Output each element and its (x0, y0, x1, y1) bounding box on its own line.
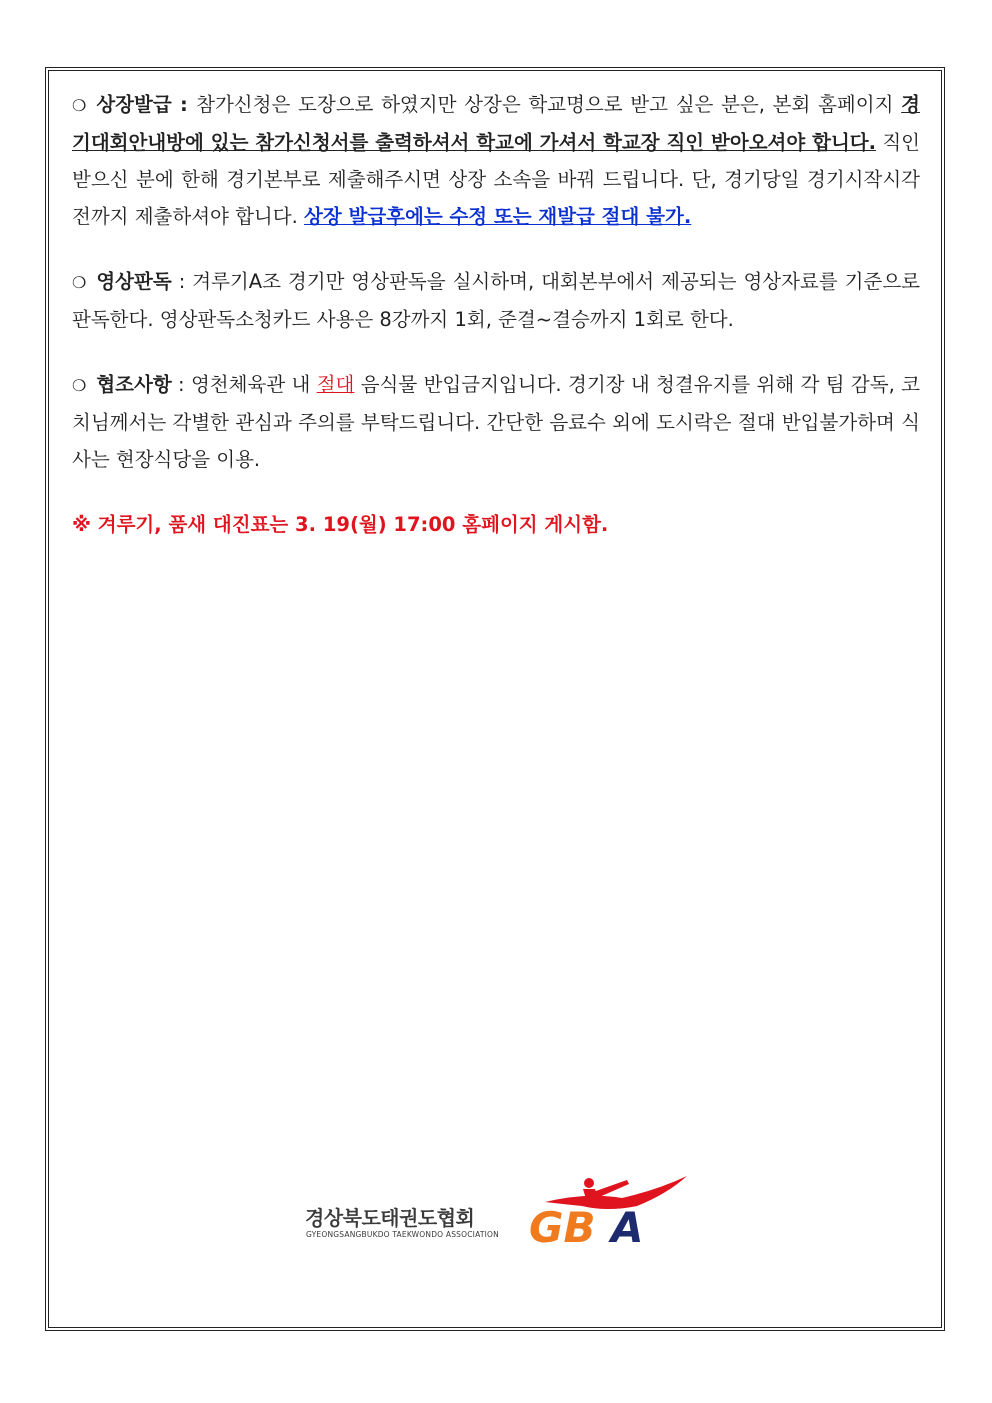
section-text: 직인 받으신 분에 한해 경기본부로 제출해주시면 상장 소속을 바꿔 드립니다. 단, 경기당일 경기시작시각 전까지 제출하셔야 합니다. (72, 131, 921, 228)
section-text: 음식물 반입금지입니다. 경기장 내 청결유지를 위해 각 팀 감독, 코치님께서는 각별한 관심과 주의를 부탁드립니다. 간단한 음료수 외에 도시락은 절대 반입불가하며 식사는 현장식당을 이용. (72, 373, 920, 471)
section-separator: : (171, 270, 193, 293)
section-separator: : (171, 373, 191, 396)
section-title: 협조사항 (96, 373, 172, 396)
section-text: 겨루기A조 경기만 영상판독을 실시하며, 대회본부에서 제공되는 영상자료를 기준으로 판독한다. 영상판독소청카드 사용은 8강까지 1회, 준결~결승까지 1회로 한다. (72, 270, 920, 331)
bracket-notice: ※ 겨루기, 품새 대진표는 3. 19(월) 17:00 홈페이지 게시함. (72, 513, 609, 536)
logo-korean-name: 경상북도태권도협회 (305, 1206, 475, 1230)
circle-bullet-icon: ❍ (72, 96, 87, 115)
association-logo (305, 1172, 695, 1247)
section-title: 영상판독 (96, 270, 172, 293)
section-separator: : (171, 93, 197, 116)
circle-bullet-icon: ❍ (72, 376, 87, 395)
gba-emblem-icon (527, 1172, 695, 1247)
document-body (72, 86, 920, 543)
section-title: 상장발급 (96, 93, 172, 116)
section-cooperation (72, 366, 920, 478)
emphasis-text: 절대 (316, 373, 355, 396)
section-text: 영천체육관 내 (190, 373, 317, 396)
svg-text:GB: GB (529, 1203, 596, 1247)
circle-bullet-icon: ❍ (72, 273, 87, 292)
section-award-issuance (72, 86, 920, 235)
warning-text: 상장 발급후에는 수정 또는 재발급 절대 불가. (304, 205, 692, 228)
section-text: 참가신청은 도장으로 하였지만 상장은 학교명으로 받고 싶은 분은, 본회 홈페이지 (196, 93, 902, 116)
emphasis-text: 경기대회안내방에 있는 참가신청서를 출력하셔서 학교에 가셔서 학교장 직인 받아오셔야 합니다. (72, 93, 920, 154)
logo-english-name: GYEONGSANGBUKDO TAEKWONDO ASSOCIATION (306, 1230, 499, 1239)
svg-text:A: A (611, 1203, 644, 1247)
section-video-review (72, 263, 920, 338)
